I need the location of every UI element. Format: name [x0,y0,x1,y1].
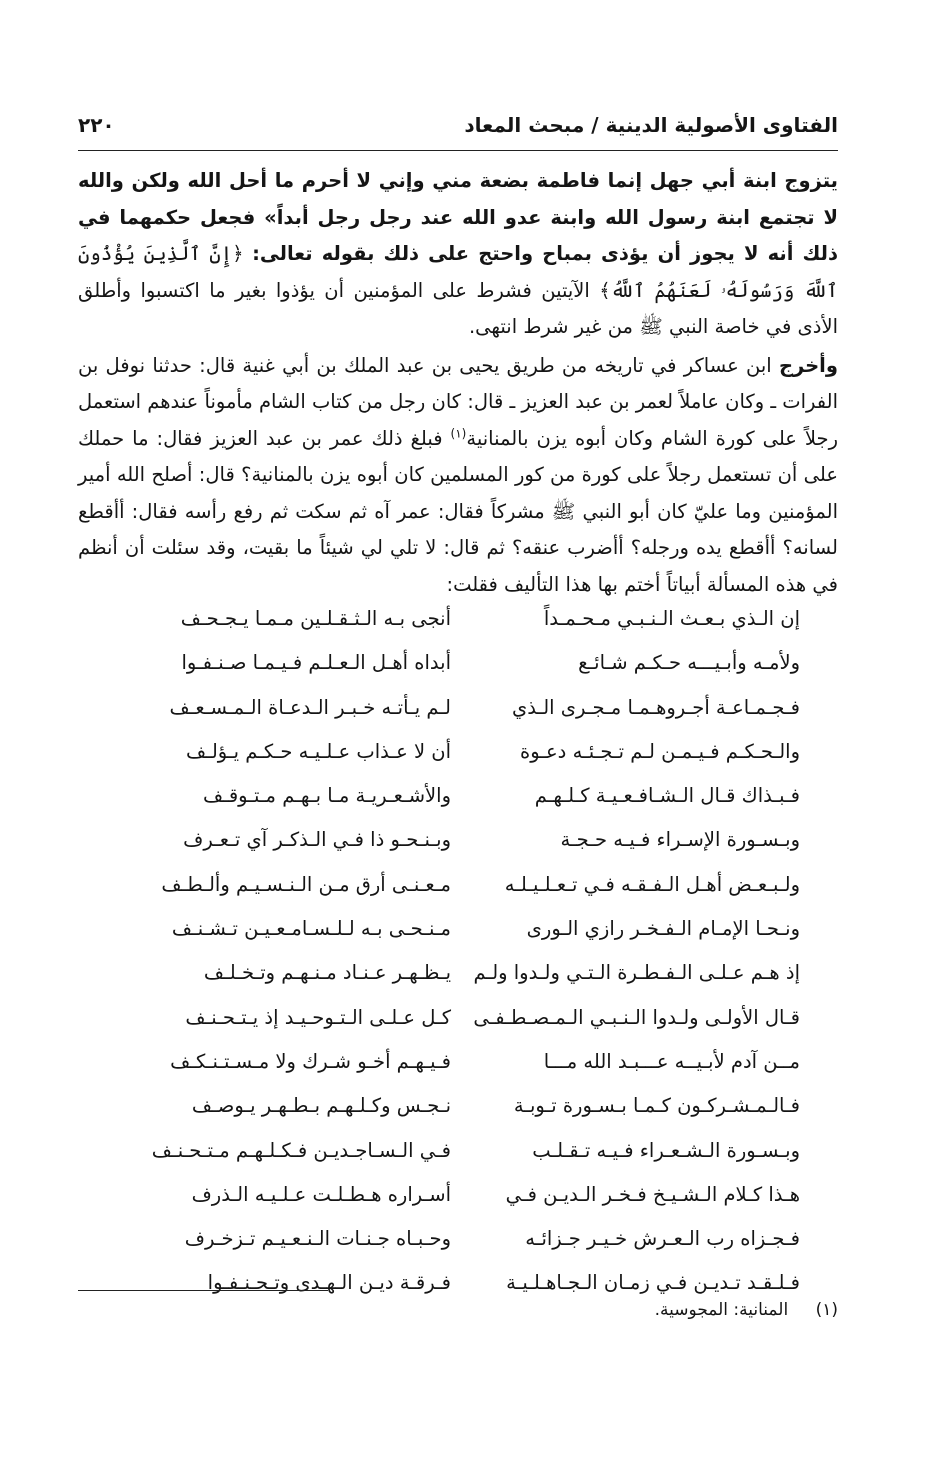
paragraph-2 [78,348,838,604]
poem-verse [78,1129,838,1173]
verse-second-hemistich: وبـنـحـو ذا فـي الـذكـر آي تـعـرف [183,828,451,852]
poem-verse [78,818,838,862]
footnote-text: المنانية: المجوسية. [654,1300,789,1320]
running-title: الفتاوى الأصولية الدينية / مبحث المعاد [464,113,838,137]
poem-verse [78,686,838,730]
paragraph-2-text-a: ابن عساكر في تاريخه من طريق يحيى بن عبد الملك بن أبي غنية قال: حدثنا نوفل بن الفرات ـ وكان عاملاً لعمر بن عبد العزيز ـ قال: كان رجل من كتاب الشام مأموناً عندهم استعمل رجلاً على كورة الشام وكان أبوه يزن بالمنانية [78,353,838,450]
poem-verse [78,1173,838,1217]
verse-second-hemistich: أن لا عـذاب عـلـيـه حـكـم يـؤلـف [185,739,451,763]
footnote-rule [78,1290,328,1291]
footnote-number: (١) [815,1300,838,1320]
poem-verse [78,1040,838,1084]
verse-first-hemistich: فـجـمـاعـة أجـروهـمـا مـجـرى الـذي [512,695,800,719]
poem-verse [78,863,838,907]
page [78,105,838,1445]
main-text [78,163,838,603]
verse-first-hemistich: فـلـقـد تـديـن فـي زمـان الـجـاهـلـيـة [506,1271,800,1295]
footnote-reference[interactable]: (١) [450,426,467,440]
verse-second-hemistich: والأشـعـريـة مـا بـهـم مـتـوقـف [202,784,451,808]
verse-second-hemistich: لـم يـأتـه خـبـر الـدعـاة الـمـسـعـف [169,695,451,719]
verse-second-hemistich: وحـبـاه جـنـات الـنـعـيـم تـزخـرف [184,1227,451,1251]
verse-first-hemistich: فـبـذاك قـال الـشـافـعـيـة كـلـهـم [534,784,800,808]
poem-verse [78,907,838,951]
footnote [655,1295,838,1325]
verse-first-hemistich: ولأمـه وأبـيـــه حـكـم شـائـع [578,651,800,675]
quran-verse: ﴿إِنَّ ٱلَّذِينَ يُؤْذُونَ ٱللَّهَ وَرَسُولَهُۥ لَعَنَهُمُ ٱللَّهُ﴾ [78,242,838,302]
verse-first-hemistich: ولـبـعـض أهـل الـفـقـه فـي تـعـلـيـلـه [504,872,800,896]
verse-second-hemistich: أبداه أهـل الـعـلـم فـيـمـا صـنـفـوا [181,651,451,675]
page-header [78,105,838,145]
poem [78,597,838,1306]
verse-second-hemistich: كـل عـلـى الـتـوحـيـد إذ يـتـحـنـف [185,1005,451,1029]
paragraph-1 [78,163,838,346]
verse-first-hemistich: ونـحـا الإمـام الـفـخـر رازي الـورى [526,917,800,941]
poem-verse [78,1217,838,1261]
verse-first-hemistich: إن الـذي بـعـث الـنـبـي مـحـمـداً [543,607,800,630]
verse-second-hemistich: أنجى بـه الـثـقـلـين مـمـا يـجـحـف [180,607,451,630]
verse-second-hemistich: فـي الـسـاجـديـن فـكـلـهـم مـتـحـنـف [151,1138,451,1162]
verse-first-hemistich: هـذا كـلام الـشـيـخ فـخـر الـديـن فـي [505,1182,800,1206]
verse-second-hemistich: نـجـس وكـلـهـم بـطـهـر يـوصـف [191,1094,451,1118]
poem-verse [78,641,838,685]
verse-first-hemistich: وبـسـورة الإسـراء فـيـه حـجـة [560,828,800,852]
verse-second-hemistich: يـظـهـر عـنـاد مـنـهـم وتـخـلـف [203,961,451,985]
verse-second-hemistich: فـيـهـم أخـو شـرك ولا مـسـتـنـكـف [170,1049,451,1073]
poem-verse [78,730,838,774]
verse-second-hemistich: أسـراره هـطـلـت عـلـيـه الـذرف [191,1182,451,1206]
verse-first-hemistich: مــن آدم لأبـيــه عـــبـد الله مـــا [543,1049,800,1073]
verse-first-hemistich: والـحـكـم فـيـمـن لـم تـجـئـه دعـوة [520,739,800,763]
verse-first-hemistich: وبـسـورة الـشـعـراء فـيـه تـقـلـب [532,1138,800,1162]
header-rule [78,150,838,151]
verse-second-hemistich: مـنـحـى بـه لـلـسـامـعـيـن تـشـنـف [171,917,451,941]
poem-verse [78,951,838,995]
verse-first-hemistich: إذ هـم عـلـى الـفـطـرة الـتـي ولـدوا ولـم [473,961,800,985]
poem-verse [78,1084,838,1128]
poem-verse [78,597,838,641]
page-number: ٢٢٠ [78,113,115,137]
paragraph-2-text-b: فبلغ ذلك عمر بن عبد العزيز فقال: ما حملك على أن تستعمل رجلاً على كورة من كور المسلمين كان أبوه يزن بالمنانية؟ قال: أصلح الله أمير المؤمنين وما عليّ كان أبو النبي ﷺ مشركاً فقال: عمر آه ثم سكت ثم رفع رأسه فقال: أأقطع لسانه؟ أأقطع يده ورجله؟ أأضرب عنقه؟ ثم قال: لا تلي لي شيئاً ما بقيت، وقد سئلت أن أنظم في هذه المسألة أبياتاً أختم بها هذا التأليف فقلت: [78,426,838,596]
hadith-quote: يتزوج ابنة أبي جهل إنما فاطمة بضعة مني وإني لا أحرم ما أحل الله ولكن والله لا تجتمع ابنة رسول الله وابنة عدو الله عند رجل رجل أبداً» فجعل حكمهما في ذلك أنه لا يجوز أن يؤذى بمباح واحتج على ذلك بقوله تعالى: [78,169,838,265]
verse-second-hemistich: فـرقـة ديـن الـهـدى وتـحـنـفـوا [207,1271,451,1295]
verse-first-hemistich: قـال الأولـى ولـدوا الـنـبـي الـمـصـطـفـى [473,1005,800,1029]
poem-verse [78,996,838,1040]
verse-second-hemistich: مـعـنـى أرق مـن الـنـسـيـم وألـطـف [161,872,451,896]
verse-first-hemistich: فـالـمـشـركـون كـمـا بـسـورة تـوبـة [513,1094,800,1118]
verse-first-hemistich: فـجـزاه رب الـعـرش خـيـر جـزائـه [525,1227,800,1251]
paragraph-1-rest: الآيتين فشرط على المؤمنين أن يؤذوا بغير ما اكتسبوا وأطلق الأذى في خاصة النبي ﷺ من غير شرط انتهى. [78,278,838,338]
paragraph-2-lead: وأخرج [778,353,838,377]
poem-verse [78,774,838,818]
